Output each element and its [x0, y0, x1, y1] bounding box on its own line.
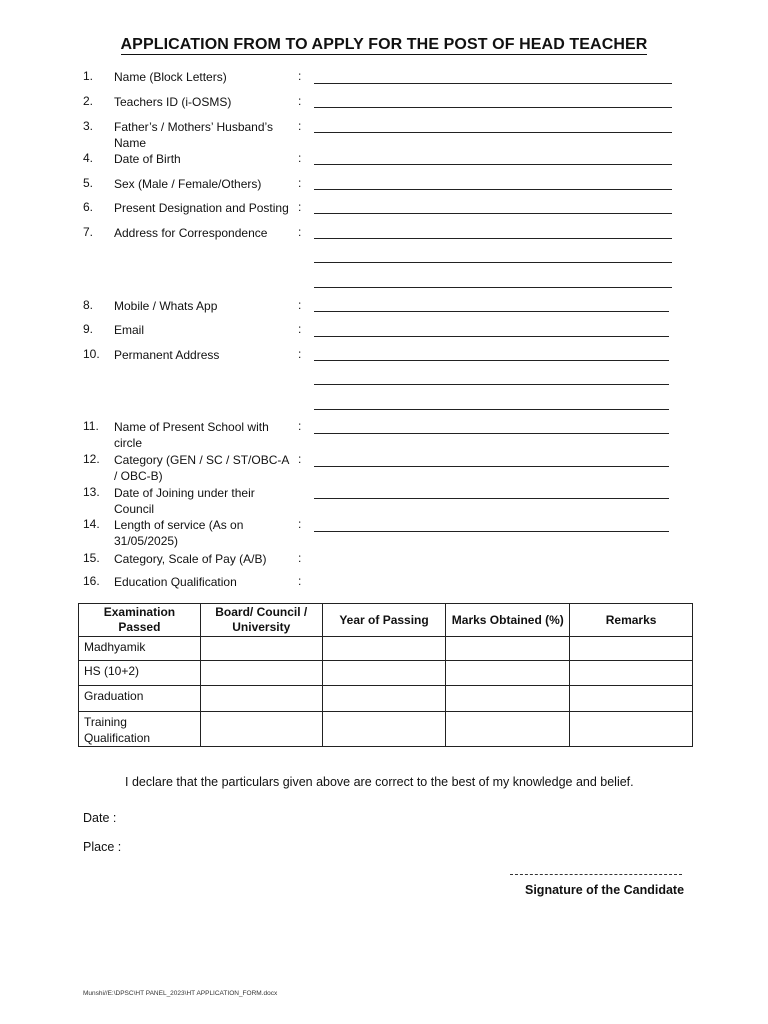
table-cell[interactable]	[446, 686, 570, 712]
field-label: Date of Birth	[114, 152, 181, 166]
field-label: Permanent Address	[114, 348, 220, 362]
field-colon: :	[298, 151, 302, 165]
field-number: 3.	[83, 119, 94, 133]
answer-line[interactable]	[314, 360, 669, 361]
row-label-graduation: Graduation	[79, 686, 201, 712]
declaration-text: I declare that the particulars given above are correct to the best of my knowledge and belief.	[125, 775, 634, 789]
form-title	[0, 36, 768, 54]
answer-line[interactable]	[314, 164, 672, 165]
field-label: Mobile / Whats App	[114, 299, 218, 313]
field-label: Name of Present School with circle	[114, 420, 269, 450]
answer-line[interactable]	[314, 433, 669, 434]
field-colon: :	[298, 176, 302, 190]
header-board-council-university: Board/ Council / University	[200, 604, 322, 637]
field-colon: :	[298, 69, 302, 83]
field-number: 1.	[83, 69, 94, 83]
field-label: Father’s / Mothers’ Husband’s Name	[114, 120, 273, 150]
table-cell[interactable]	[200, 712, 322, 747]
table-row	[79, 661, 693, 686]
header-marks-obtained: Marks Obtained (%)	[446, 604, 570, 637]
field-colon: :	[298, 517, 302, 531]
row-label-madhyamik: Madhyamik	[79, 637, 201, 661]
table-cell[interactable]	[200, 637, 322, 661]
table-cell[interactable]	[322, 712, 446, 747]
answer-line[interactable]	[314, 498, 669, 499]
form-title-text: APPLICATION FROM TO APPLY FOR THE POST OF HEAD TEACHER	[120, 36, 648, 53]
field-number: 8.	[83, 298, 94, 312]
answer-line[interactable]	[314, 384, 669, 385]
table-cell[interactable]	[570, 637, 693, 661]
answer-line[interactable]	[314, 287, 672, 288]
table-cell[interactable]	[570, 661, 693, 686]
table-cell[interactable]	[200, 686, 322, 712]
answer-line[interactable]	[314, 83, 672, 84]
answer-line[interactable]	[314, 238, 672, 239]
table-cell[interactable]	[446, 637, 570, 661]
field-number: 5.	[83, 176, 94, 190]
field-label: Category, Scale of Pay (A/B)	[114, 552, 267, 566]
field-colon: :	[298, 298, 302, 312]
field-number: 2.	[83, 94, 94, 108]
field-number: 10.	[83, 347, 100, 361]
row-label-training-qualification: Training Qualification	[79, 712, 201, 747]
field-label: Sex (Male / Female/Others)	[114, 177, 262, 191]
field-label: Address for Correspondence	[114, 226, 268, 240]
field-number: 6.	[83, 200, 94, 214]
field-number: 9.	[83, 322, 94, 336]
header-examination-passed: Examination Passed	[79, 604, 201, 637]
field-label: Length of service (As on 31/05/2025)	[114, 518, 244, 548]
table-row	[79, 686, 693, 712]
answer-line[interactable]	[314, 311, 669, 312]
table-row	[79, 712, 693, 747]
answer-line[interactable]	[314, 336, 669, 337]
field-number: 13.	[83, 485, 100, 499]
field-colon: :	[298, 347, 302, 361]
field-colon: :	[298, 322, 302, 336]
field-colon: :	[298, 200, 302, 214]
answer-line[interactable]	[314, 409, 669, 410]
field-label: Present Designation and Posting	[114, 201, 289, 215]
date-label: Date :	[83, 811, 117, 825]
field-label: Email	[114, 323, 145, 337]
field-colon: :	[298, 551, 302, 565]
field-label: Category (GEN / SC / ST/OBC-A / OBC-B)	[114, 453, 289, 483]
education-table	[78, 603, 693, 747]
field-label: Name (Block Letters)	[114, 70, 227, 84]
field-colon: :	[298, 452, 302, 466]
field-colon: :	[298, 225, 302, 239]
answer-line[interactable]	[314, 262, 672, 263]
answer-line[interactable]	[314, 107, 672, 108]
field-colon: :	[298, 419, 302, 433]
answer-line[interactable]	[314, 132, 672, 133]
table-cell[interactable]	[322, 661, 446, 686]
table-cell[interactable]	[446, 712, 570, 747]
file-path-footer: Munshi//E:\DPSC\HT PANEL_2023\HT APPLICATION_FORM.docx	[83, 990, 278, 997]
field-number: 14.	[83, 517, 100, 531]
field-number: 4.	[83, 151, 94, 165]
header-year-of-passing: Year of Passing	[322, 604, 446, 637]
field-label: Date of Joining under their Council	[114, 486, 255, 516]
field-number: 16.	[83, 574, 100, 588]
answer-line[interactable]	[314, 466, 669, 467]
table-cell[interactable]	[570, 712, 693, 747]
answer-line[interactable]	[314, 531, 669, 532]
field-label: Education Qualification	[114, 575, 237, 589]
table-cell[interactable]	[322, 686, 446, 712]
field-number: 11.	[83, 419, 99, 433]
table-cell[interactable]	[322, 637, 446, 661]
answer-line[interactable]	[314, 213, 672, 214]
table-cell[interactable]	[446, 661, 570, 686]
field-number: 7.	[83, 225, 94, 239]
place-label: Place :	[83, 840, 122, 854]
header-remarks: Remarks	[570, 604, 693, 637]
row-label-hs: HS (10+2)	[79, 661, 201, 686]
signature-line[interactable]	[510, 874, 682, 875]
field-colon: :	[298, 119, 302, 133]
signature-label: Signature of the Candidate	[525, 883, 685, 897]
table-cell[interactable]	[200, 661, 322, 686]
table-cell[interactable]	[570, 686, 693, 712]
field-number: 15.	[83, 551, 100, 565]
field-number: 12.	[83, 452, 100, 466]
table-header-row	[79, 604, 693, 637]
field-colon: :	[298, 574, 302, 588]
table-row	[79, 637, 693, 661]
field-label: Teachers ID (i-OSMS)	[114, 95, 232, 109]
field-colon: :	[298, 94, 302, 108]
answer-line[interactable]	[314, 189, 672, 190]
